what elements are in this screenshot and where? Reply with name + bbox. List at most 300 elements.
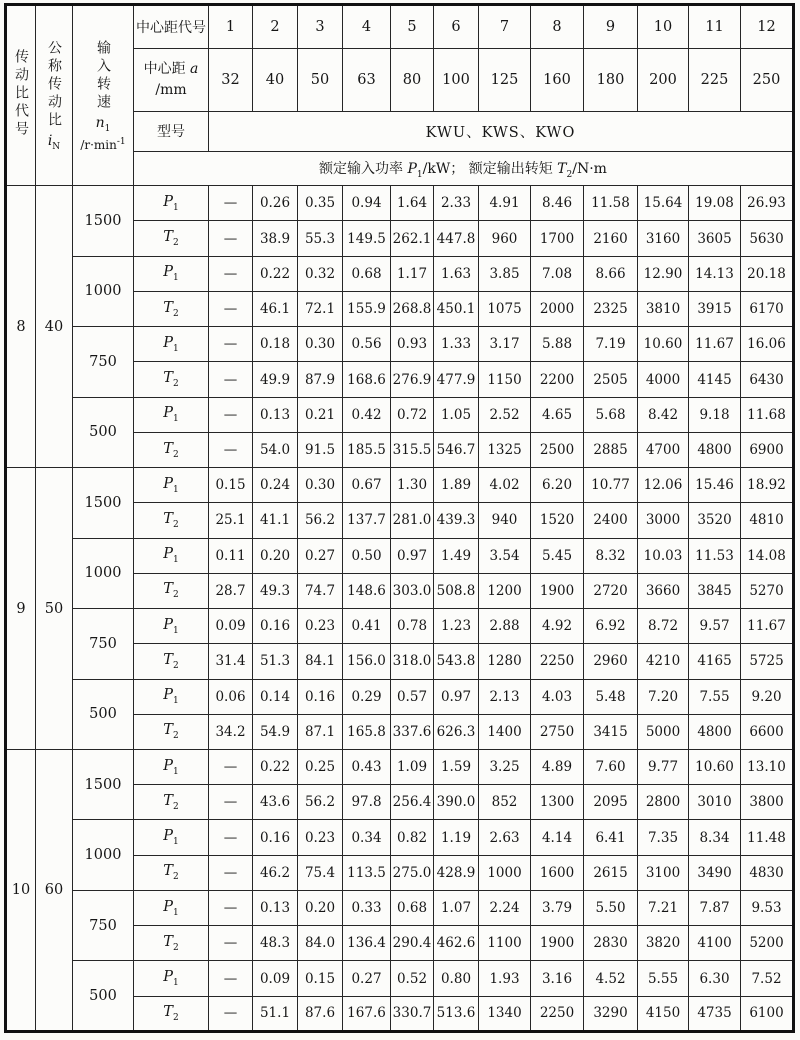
value-cell: 0.80 — [434, 961, 479, 996]
value-cell: 0.21 — [298, 397, 343, 432]
value-cell: 0.78 — [391, 609, 434, 644]
speed-cell: 1500 — [73, 186, 134, 256]
value-cell: 149.5 — [343, 221, 391, 256]
value-cell: 54.9 — [253, 714, 298, 749]
t2-row-label: $T_2$ — [134, 573, 209, 608]
value-cell: 2.13 — [479, 679, 531, 714]
value-cell: 0.06 — [209, 679, 253, 714]
speed-cell: 1500 — [73, 749, 134, 819]
value-cell: 4830 — [741, 855, 794, 890]
value-cell: 8.34 — [689, 820, 741, 855]
value-cell: 0.32 — [298, 256, 343, 291]
value-cell: 4100 — [689, 926, 741, 961]
value-cell: 5.50 — [584, 890, 638, 925]
value-cell: — — [209, 362, 253, 397]
distance-code: 10 — [638, 5, 689, 49]
distance-code: 9 — [584, 5, 638, 49]
value-cell: 56.2 — [298, 785, 343, 820]
value-cell: 2800 — [638, 785, 689, 820]
value-cell: 1.59 — [434, 749, 479, 784]
value-cell: 0.56 — [343, 327, 391, 362]
value-cell: 290.4 — [391, 926, 434, 961]
value-cell: 0.20 — [298, 890, 343, 925]
value-cell: 43.6 — [253, 785, 298, 820]
value-cell: 1.09 — [391, 749, 434, 784]
value-cell: 0.67 — [343, 468, 391, 503]
value-cell: 7.19 — [584, 327, 638, 362]
t2-row-label: $T_2$ — [134, 785, 209, 820]
value-cell: 4165 — [689, 644, 741, 679]
value-cell: 315.5 — [391, 432, 434, 467]
nominal-ratio-symbol: $i_N$ — [47, 132, 61, 152]
value-cell: 137.7 — [343, 503, 391, 538]
value-cell: 1000 — [479, 855, 531, 890]
distance-value: 63 — [343, 49, 391, 111]
rating-note: 额定输入功率 $P_1/kW$； 额定输出转矩 $T_2/N\cdot m$ — [134, 151, 794, 185]
value-cell: 1340 — [479, 996, 531, 1031]
data-row-9-750-P1 — [6, 609, 794, 644]
value-cell: 0.50 — [343, 538, 391, 573]
value-cell: 960 — [479, 221, 531, 256]
value-cell: 1.30 — [391, 468, 434, 503]
value-cell: 0.97 — [391, 538, 434, 573]
value-cell: 2.33 — [434, 186, 479, 221]
value-cell: 1.64 — [391, 186, 434, 221]
value-cell: 6600 — [741, 714, 794, 749]
value-cell: 2500 — [531, 432, 584, 467]
value-cell: 6900 — [741, 432, 794, 467]
value-cell: 0.29 — [343, 679, 391, 714]
speed-cell: 500 — [73, 961, 134, 1032]
value-cell: 1.89 — [434, 468, 479, 503]
value-cell: 8.32 — [584, 538, 638, 573]
value-cell: 31.4 — [209, 644, 253, 679]
group-ratio-cell: 40 — [36, 186, 73, 468]
p1-row-label: $P_1$ — [134, 679, 209, 714]
value-cell: 1600 — [531, 855, 584, 890]
value-cell: 303.0 — [391, 573, 434, 608]
value-cell: 0.20 — [253, 538, 298, 573]
p1-row-label: $P_1$ — [134, 327, 209, 362]
value-cell: 508.8 — [434, 573, 479, 608]
value-cell: 5.55 — [638, 961, 689, 996]
table-header — [6, 5, 794, 186]
value-cell: 10.03 — [638, 538, 689, 573]
value-cell: 0.26 — [253, 186, 298, 221]
value-cell: 12.06 — [638, 468, 689, 503]
value-cell: 2.52 — [479, 397, 531, 432]
value-cell: 7.55 — [689, 679, 741, 714]
value-cell: 5200 — [741, 926, 794, 961]
data-row-10-750-P1 — [6, 890, 794, 925]
value-cell: 3415 — [584, 714, 638, 749]
center-distance-label — [134, 49, 209, 111]
value-cell: 3010 — [689, 785, 741, 820]
p1-row-label: $P_1$ — [134, 397, 209, 432]
value-cell: 48.3 — [253, 926, 298, 961]
distance-value: 160 — [531, 49, 584, 111]
value-cell: 19.08 — [689, 186, 741, 221]
value-cell: 4810 — [741, 503, 794, 538]
p1-row-label: $P_1$ — [134, 186, 209, 221]
distance-code: 2 — [253, 5, 298, 49]
header-row-codes — [6, 5, 794, 49]
t2-row-label: $T_2$ — [134, 926, 209, 961]
value-cell: 7.21 — [638, 890, 689, 925]
value-cell: 7.20 — [638, 679, 689, 714]
value-cell: 2325 — [584, 291, 638, 326]
value-cell: 20.18 — [741, 256, 794, 291]
distance-code: 3 — [298, 5, 343, 49]
value-cell: 14.13 — [689, 256, 741, 291]
value-cell: 852 — [479, 785, 531, 820]
value-cell: 185.5 — [343, 432, 391, 467]
value-cell: 0.09 — [209, 609, 253, 644]
ratio-code-label: 传动比代号 — [13, 48, 29, 139]
value-cell: 0.23 — [298, 609, 343, 644]
value-cell: 10.60 — [638, 327, 689, 362]
value-cell: 0.18 — [253, 327, 298, 362]
p1-row-label: $P_1$ — [134, 256, 209, 291]
value-cell: 2400 — [584, 503, 638, 538]
value-cell: — — [209, 996, 253, 1031]
value-cell: 5630 — [741, 221, 794, 256]
value-cell: 0.22 — [253, 749, 298, 784]
value-cell: 513.6 — [434, 996, 479, 1031]
p1-row-label: $P_1$ — [134, 749, 209, 784]
data-row-10-500-P1 — [6, 961, 794, 996]
value-cell: 1.19 — [434, 820, 479, 855]
value-cell: 546.7 — [434, 432, 479, 467]
t2-row-label: $T_2$ — [134, 644, 209, 679]
value-cell: 5.88 — [531, 327, 584, 362]
data-row-8-1000-P1 — [6, 256, 794, 291]
value-cell: 450.1 — [434, 291, 479, 326]
input-speed-unit: $/r\cdot\min^{-1}$ — [80, 136, 126, 152]
value-cell: 9.77 — [638, 749, 689, 784]
value-cell: 15.64 — [638, 186, 689, 221]
value-cell: 0.11 — [209, 538, 253, 573]
value-cell: 0.30 — [298, 468, 343, 503]
model-label: 型号 — [134, 111, 209, 151]
distance-value: 80 — [391, 49, 434, 111]
value-cell: 6.20 — [531, 468, 584, 503]
value-cell: 3490 — [689, 855, 741, 890]
value-cell: 462.6 — [434, 926, 479, 961]
speed-cell: 750 — [73, 327, 134, 397]
value-cell: 10.77 — [584, 468, 638, 503]
value-cell: 5270 — [741, 573, 794, 608]
value-cell: 318.0 — [391, 644, 434, 679]
distance-code: 11 — [689, 5, 741, 49]
value-cell: 4.52 — [584, 961, 638, 996]
value-cell: 6170 — [741, 291, 794, 326]
value-cell: 56.2 — [298, 503, 343, 538]
center-distance-unit: /mm — [155, 82, 187, 98]
data-row-10-1000-P1 — [6, 820, 794, 855]
value-cell: 0.52 — [391, 961, 434, 996]
value-cell: 1.49 — [434, 538, 479, 573]
value-cell: 0.14 — [253, 679, 298, 714]
value-cell: — — [209, 432, 253, 467]
value-cell: 0.68 — [343, 256, 391, 291]
value-cell: 4210 — [638, 644, 689, 679]
value-cell: 7.35 — [638, 820, 689, 855]
value-cell: 1150 — [479, 362, 531, 397]
distance-code: 5 — [391, 5, 434, 49]
speed-cell: 1000 — [73, 256, 134, 326]
value-cell: 477.9 — [434, 362, 479, 397]
value-cell: 84.1 — [298, 644, 343, 679]
value-cell: 1700 — [531, 221, 584, 256]
value-cell: 1325 — [479, 432, 531, 467]
value-cell: 0.93 — [391, 327, 434, 362]
value-cell: 0.30 — [298, 327, 343, 362]
value-cell: 15.46 — [689, 468, 741, 503]
value-cell: 4145 — [689, 362, 741, 397]
data-row-10-1500-P1 — [6, 749, 794, 784]
value-cell: 0.42 — [343, 397, 391, 432]
value-cell: 2505 — [584, 362, 638, 397]
p1-row-label: $P_1$ — [134, 609, 209, 644]
distance-value: 40 — [253, 49, 298, 111]
group-ratio-cell: 60 — [36, 749, 73, 1031]
value-cell: 330.7 — [391, 996, 434, 1031]
value-cell: 2250 — [531, 644, 584, 679]
value-cell: 4.14 — [531, 820, 584, 855]
value-cell: 5.45 — [531, 538, 584, 573]
value-cell: 1.33 — [434, 327, 479, 362]
value-cell: — — [209, 256, 253, 291]
value-cell: 25.1 — [209, 503, 253, 538]
value-cell: 84.0 — [298, 926, 343, 961]
value-cell: 6.92 — [584, 609, 638, 644]
p1-row-label: $P_1$ — [134, 468, 209, 503]
value-cell: 41.1 — [253, 503, 298, 538]
value-cell: 7.87 — [689, 890, 741, 925]
value-cell: 4150 — [638, 996, 689, 1031]
value-cell: 75.4 — [298, 855, 343, 890]
value-cell: 14.08 — [741, 538, 794, 573]
value-cell: 4800 — [689, 714, 741, 749]
value-cell: 1400 — [479, 714, 531, 749]
value-cell: 0.72 — [391, 397, 434, 432]
value-cell: 6100 — [741, 996, 794, 1031]
value-cell: 2000 — [531, 291, 584, 326]
value-cell: 2.88 — [479, 609, 531, 644]
data-row-8-500-P1 — [6, 397, 794, 432]
value-cell: 2160 — [584, 221, 638, 256]
value-cell: 1.93 — [479, 961, 531, 996]
t2-row-label: $T_2$ — [134, 432, 209, 467]
value-cell: 4800 — [689, 432, 741, 467]
value-cell: 5000 — [638, 714, 689, 749]
value-cell: 0.23 — [298, 820, 343, 855]
t2-row-label: $T_2$ — [134, 503, 209, 538]
distance-value: 250 — [741, 49, 794, 111]
speed-cell: 1500 — [73, 468, 134, 538]
value-cell: 3.25 — [479, 749, 531, 784]
value-cell: 337.6 — [391, 714, 434, 749]
value-cell: 0.16 — [253, 820, 298, 855]
group-code-cell: 9 — [6, 468, 36, 750]
value-cell: — — [209, 926, 253, 961]
value-cell: 165.8 — [343, 714, 391, 749]
value-cell: 1900 — [531, 926, 584, 961]
p1-row-label: $P_1$ — [134, 538, 209, 573]
value-cell: 8.66 — [584, 256, 638, 291]
data-row-9-1000-P1 — [6, 538, 794, 573]
value-cell: 9.18 — [689, 397, 741, 432]
value-cell: 6.41 — [584, 820, 638, 855]
value-cell: 6.30 — [689, 961, 741, 996]
data-row-8-1500-P1 — [6, 186, 794, 221]
value-cell: 1.63 — [434, 256, 479, 291]
table-body — [6, 186, 794, 1032]
value-cell: 4.89 — [531, 749, 584, 784]
value-cell: — — [209, 221, 253, 256]
value-cell: 0.09 — [253, 961, 298, 996]
value-cell: 4.91 — [479, 186, 531, 221]
value-cell: 3000 — [638, 503, 689, 538]
value-cell: 28.7 — [209, 573, 253, 608]
speed-cell: 750 — [73, 609, 134, 679]
value-cell: 0.13 — [253, 397, 298, 432]
t2-row-label: $T_2$ — [134, 362, 209, 397]
value-cell: 2885 — [584, 432, 638, 467]
value-cell: 9.20 — [741, 679, 794, 714]
value-cell: 4.03 — [531, 679, 584, 714]
value-cell: 87.9 — [298, 362, 343, 397]
value-cell: 16.06 — [741, 327, 794, 362]
p1-row-label: $P_1$ — [134, 961, 209, 996]
value-cell: 3800 — [741, 785, 794, 820]
value-cell: 46.1 — [253, 291, 298, 326]
value-cell: 543.8 — [434, 644, 479, 679]
col-header-ratio-code — [6, 5, 36, 186]
speed-cell: 500 — [73, 679, 134, 749]
value-cell: 0.27 — [298, 538, 343, 573]
value-cell: 18.92 — [741, 468, 794, 503]
col-header-nominal-ratio — [36, 5, 73, 186]
value-cell: 0.16 — [253, 609, 298, 644]
value-cell: 256.4 — [391, 785, 434, 820]
value-cell: 0.25 — [298, 749, 343, 784]
distance-value: 180 — [584, 49, 638, 111]
value-cell: 626.3 — [434, 714, 479, 749]
value-cell: 3.85 — [479, 256, 531, 291]
speed-cell: 750 — [73, 890, 134, 960]
value-cell: 0.94 — [343, 186, 391, 221]
value-cell: 49.3 — [253, 573, 298, 608]
data-row-9-1500-P1 — [6, 468, 794, 503]
value-cell: 7.52 — [741, 961, 794, 996]
value-cell: 0.41 — [343, 609, 391, 644]
value-cell: 3820 — [638, 926, 689, 961]
value-cell: 3.54 — [479, 538, 531, 573]
value-cell: 3.17 — [479, 327, 531, 362]
value-cell: — — [209, 749, 253, 784]
value-cell: 0.16 — [298, 679, 343, 714]
value-cell: 91.5 — [298, 432, 343, 467]
value-cell: 276.9 — [391, 362, 434, 397]
value-cell: 1075 — [479, 291, 531, 326]
value-cell: 2750 — [531, 714, 584, 749]
value-cell: 0.82 — [391, 820, 434, 855]
value-cell: 2250 — [531, 996, 584, 1031]
value-cell: 275.0 — [391, 855, 434, 890]
data-row-9-500-P1 — [6, 679, 794, 714]
value-cell: 0.97 — [434, 679, 479, 714]
speed-cell: 1000 — [73, 538, 134, 608]
value-cell: 0.24 — [253, 468, 298, 503]
value-cell: 2720 — [584, 573, 638, 608]
value-cell: 9.53 — [741, 890, 794, 925]
value-cell: 428.9 — [434, 855, 479, 890]
value-cell: 51.3 — [253, 644, 298, 679]
value-cell: 4.02 — [479, 468, 531, 503]
value-cell: 87.1 — [298, 714, 343, 749]
value-cell: 51.1 — [253, 996, 298, 1031]
data-row-8-750-P1 — [6, 327, 794, 362]
value-cell: 5.48 — [584, 679, 638, 714]
distance-value: 32 — [209, 49, 253, 111]
value-cell: 940 — [479, 503, 531, 538]
distance-value: 50 — [298, 49, 343, 111]
t2-row-label: $T_2$ — [134, 714, 209, 749]
value-cell: 4.92 — [531, 609, 584, 644]
value-cell: 262.1 — [391, 221, 434, 256]
value-cell: 2.24 — [479, 890, 531, 925]
value-cell: 167.6 — [343, 996, 391, 1031]
value-cell: 0.27 — [343, 961, 391, 996]
p1-row-label: $P_1$ — [134, 820, 209, 855]
group-code-cell: 10 — [6, 749, 36, 1031]
distance-code: 6 — [434, 5, 479, 49]
value-cell: 1520 — [531, 503, 584, 538]
center-distance-code-label: 中心距代号 — [134, 5, 209, 49]
speed-cell: 1000 — [73, 820, 134, 890]
group-code-cell: 8 — [6, 186, 36, 468]
t2-row-label: $T_2$ — [134, 855, 209, 890]
speed-cell: 500 — [73, 397, 134, 467]
group-ratio-cell: 50 — [36, 468, 73, 750]
distance-code: 8 — [531, 5, 584, 49]
value-cell: 0.57 — [391, 679, 434, 714]
value-cell: 4.65 — [531, 397, 584, 432]
value-cell: 0.68 — [391, 890, 434, 925]
value-cell: 5.68 — [584, 397, 638, 432]
value-cell: 0.33 — [343, 890, 391, 925]
value-cell: 97.8 — [343, 785, 391, 820]
value-cell: 13.10 — [741, 749, 794, 784]
value-cell: 3.79 — [531, 890, 584, 925]
t2-row-label: $T_2$ — [134, 291, 209, 326]
value-cell: 3160 — [638, 221, 689, 256]
value-cell: 3810 — [638, 291, 689, 326]
value-cell: 3520 — [689, 503, 741, 538]
value-cell: 7.08 — [531, 256, 584, 291]
distance-value: 225 — [689, 49, 741, 111]
value-cell: 49.9 — [253, 362, 298, 397]
value-cell: 2.63 — [479, 820, 531, 855]
distance-value: 100 — [434, 49, 479, 111]
distance-code: 12 — [741, 5, 794, 49]
value-cell: 268.8 — [391, 291, 434, 326]
distance-value: 125 — [479, 49, 531, 111]
value-cell: 1.07 — [434, 890, 479, 925]
value-cell: 0.43 — [343, 749, 391, 784]
